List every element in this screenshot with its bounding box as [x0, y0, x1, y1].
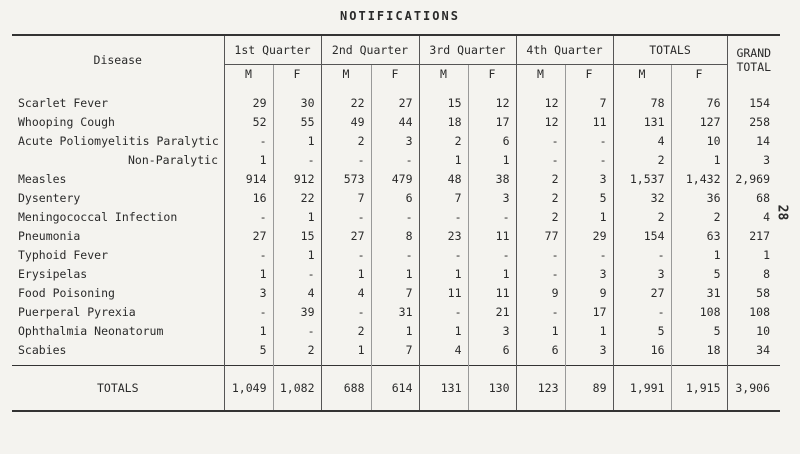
- disease-name: Dysentery: [18, 190, 81, 205]
- cell: 23: [419, 226, 468, 245]
- cell: 29: [224, 83, 273, 112]
- table-row: [12, 150, 780, 169]
- f-header: F: [671, 65, 727, 84]
- quarter-3-header: 3rd Quarter: [419, 35, 516, 65]
- cell: 1: [565, 321, 613, 340]
- cell: 10: [727, 321, 780, 340]
- cell: -: [468, 207, 516, 226]
- cell: 16: [613, 340, 671, 366]
- cell: 1: [727, 245, 780, 264]
- table-row: [12, 131, 780, 150]
- cell: 27: [371, 83, 419, 112]
- cell: 17: [565, 302, 613, 321]
- cell: 5: [565, 188, 613, 207]
- f-header: F: [468, 65, 516, 84]
- cell: -: [371, 150, 419, 169]
- cell: 15: [419, 83, 468, 112]
- cell: 4: [273, 283, 321, 302]
- f-header: F: [273, 65, 321, 84]
- page-number: 28: [774, 204, 790, 221]
- disease-name: Ophthalmia Neonatorum: [18, 323, 164, 338]
- cell: 3: [565, 169, 613, 188]
- totals-header: TOTALS: [613, 35, 727, 65]
- cell: 11: [468, 226, 516, 245]
- cell: 17: [468, 112, 516, 131]
- cell: 1,915: [671, 366, 727, 412]
- cell: 1: [224, 264, 273, 283]
- cell: 2: [516, 169, 565, 188]
- cell: 4: [613, 131, 671, 150]
- m-header: M: [419, 65, 468, 84]
- cell: -: [516, 264, 565, 283]
- cell: 36: [671, 188, 727, 207]
- cell: 2: [671, 207, 727, 226]
- cell: 27: [321, 226, 371, 245]
- cell: 1,049: [224, 366, 273, 412]
- cell: 1: [273, 131, 321, 150]
- cell: -: [565, 131, 613, 150]
- cell: 11: [565, 112, 613, 131]
- cell: 3: [565, 340, 613, 366]
- cell: -: [224, 207, 273, 226]
- cell: 1,432: [671, 169, 727, 188]
- cell: 11: [419, 283, 468, 302]
- cell: 614: [371, 366, 419, 412]
- cell: -: [273, 321, 321, 340]
- cell: 55: [273, 112, 321, 131]
- cell: 30: [273, 83, 321, 112]
- cell: 1: [419, 321, 468, 340]
- cell: 479: [371, 169, 419, 188]
- quarter-4-header: 4th Quarter: [516, 35, 613, 65]
- table-row: [12, 245, 780, 264]
- cell: 912: [273, 169, 321, 188]
- cell: 29: [565, 226, 613, 245]
- cell: 1: [273, 207, 321, 226]
- cell: 1,082: [273, 366, 321, 412]
- disease-name: Meningococcal Infection: [18, 209, 178, 224]
- f-header: F: [565, 65, 613, 84]
- cell: 7: [321, 188, 371, 207]
- cell: 914: [224, 169, 273, 188]
- cell: -: [371, 245, 419, 264]
- cell: 16: [224, 188, 273, 207]
- cell: 27: [613, 283, 671, 302]
- cell: -: [565, 150, 613, 169]
- cell: -: [321, 302, 371, 321]
- cell: 6: [468, 131, 516, 150]
- grand-total-header: GRAND TOTAL: [727, 35, 780, 83]
- cell: 4: [727, 207, 780, 226]
- cell: 7: [371, 283, 419, 302]
- cell: -: [273, 150, 321, 169]
- cell: 154: [727, 83, 780, 112]
- disease-header: Disease: [93, 52, 142, 67]
- cell: 76: [671, 83, 727, 112]
- cell: 7: [419, 188, 468, 207]
- cell: 131: [419, 366, 468, 412]
- cell: 1,537: [613, 169, 671, 188]
- cell: 127: [671, 112, 727, 131]
- cell: 34: [727, 340, 780, 366]
- cell: 3: [613, 264, 671, 283]
- cell: 6: [371, 188, 419, 207]
- cell: 3: [224, 283, 273, 302]
- cell: 108: [671, 302, 727, 321]
- disease-name: Scarlet Fever: [18, 95, 109, 110]
- disease-name: Scabies: [18, 342, 67, 357]
- cell: 8: [371, 226, 419, 245]
- cell: -: [371, 207, 419, 226]
- cell: 3: [468, 321, 516, 340]
- cell: 130: [468, 366, 516, 412]
- cell: -: [224, 131, 273, 150]
- cell: 5: [224, 340, 273, 366]
- cell: 63: [671, 226, 727, 245]
- disease-name: Acute Poliomyelitis Paralytic: [18, 133, 219, 148]
- totals-label: TOTALS: [12, 366, 224, 412]
- cell: 217: [727, 226, 780, 245]
- cell: 14: [727, 131, 780, 150]
- cell: 1: [671, 150, 727, 169]
- cell: -: [516, 150, 565, 169]
- cell: 1: [321, 264, 371, 283]
- quarter-2-header: 2nd Quarter: [321, 35, 419, 65]
- cell: 77: [516, 226, 565, 245]
- cell: -: [516, 131, 565, 150]
- notifications-table: [12, 34, 780, 412]
- cell: 11: [468, 283, 516, 302]
- table-row: [12, 169, 780, 188]
- table-row: [12, 283, 780, 302]
- cell: 39: [273, 302, 321, 321]
- cell: 2: [419, 131, 468, 150]
- table-row: [12, 264, 780, 283]
- cell: 9: [516, 283, 565, 302]
- m-header: M: [613, 65, 671, 84]
- cell: -: [419, 245, 468, 264]
- cell: 1: [468, 150, 516, 169]
- cell: 2: [321, 131, 371, 150]
- cell: 154: [613, 226, 671, 245]
- cell: -: [321, 245, 371, 264]
- cell: 48: [419, 169, 468, 188]
- cell: 4: [419, 340, 468, 366]
- cell: -: [468, 245, 516, 264]
- cell: 21: [468, 302, 516, 321]
- cell: -: [565, 245, 613, 264]
- cell: 7: [565, 83, 613, 112]
- cell: 22: [321, 83, 371, 112]
- cell: 3: [468, 188, 516, 207]
- cell: 688: [321, 366, 371, 412]
- cell: -: [516, 302, 565, 321]
- cell: 6: [468, 340, 516, 366]
- cell: 12: [516, 112, 565, 131]
- cell: 5: [613, 321, 671, 340]
- table-row: [12, 83, 780, 112]
- cell: 2: [273, 340, 321, 366]
- cell: 1: [273, 245, 321, 264]
- table-row: [12, 188, 780, 207]
- cell: 58: [727, 283, 780, 302]
- cell: 18: [671, 340, 727, 366]
- table-row: [12, 207, 780, 226]
- cell: 8: [727, 264, 780, 283]
- m-header: M: [321, 65, 371, 84]
- cell: 6: [516, 340, 565, 366]
- cell: 1: [516, 321, 565, 340]
- totals-row: [12, 366, 780, 412]
- cell: -: [321, 150, 371, 169]
- table-row: [12, 226, 780, 245]
- cell: 2: [516, 188, 565, 207]
- cell: -: [613, 245, 671, 264]
- table-row: [12, 340, 780, 366]
- cell: 18: [419, 112, 468, 131]
- cell: 78: [613, 83, 671, 112]
- cell: -: [224, 302, 273, 321]
- cell: 31: [371, 302, 419, 321]
- cell: 3: [727, 150, 780, 169]
- table-body: [12, 83, 780, 366]
- cell: 38: [468, 169, 516, 188]
- cell: 10: [671, 131, 727, 150]
- disease-name: Pneumonia: [18, 228, 81, 243]
- cell: 2,969: [727, 169, 780, 188]
- cell: 1: [565, 207, 613, 226]
- cell: -: [224, 245, 273, 264]
- cell: 7: [371, 340, 419, 366]
- disease-name: Puerperal Pyrexia: [18, 304, 136, 319]
- m-header: M: [516, 65, 565, 84]
- disease-name: Measles: [18, 171, 67, 186]
- cell: 52: [224, 112, 273, 131]
- cell: 22: [273, 188, 321, 207]
- quarter-1-header: 1st Quarter: [224, 35, 321, 65]
- cell: 12: [516, 83, 565, 112]
- cell: 1: [371, 321, 419, 340]
- cell: -: [419, 302, 468, 321]
- cell: 1: [224, 150, 273, 169]
- cell: 1: [224, 321, 273, 340]
- cell: 1: [321, 340, 371, 366]
- cell: -: [613, 302, 671, 321]
- cell: 3: [565, 264, 613, 283]
- table-row: [12, 321, 780, 340]
- cell: 15: [273, 226, 321, 245]
- cell: 573: [321, 169, 371, 188]
- cell: 108: [727, 302, 780, 321]
- cell: 32: [613, 188, 671, 207]
- cell: 2: [516, 207, 565, 226]
- cell: -: [516, 245, 565, 264]
- cell: 1: [419, 150, 468, 169]
- cell: 49: [321, 112, 371, 131]
- cell: 2: [613, 150, 671, 169]
- cell: 68: [727, 188, 780, 207]
- page-title: NOTIFICATIONS: [340, 9, 460, 23]
- cell: 12: [468, 83, 516, 112]
- cell: -: [273, 264, 321, 283]
- disease-name: Whooping Cough: [18, 114, 115, 129]
- disease-name: Typhoid Fever: [18, 247, 109, 262]
- disease-name: Food Poisoning: [18, 285, 115, 300]
- cell: 9: [565, 283, 613, 302]
- cell: 5: [671, 264, 727, 283]
- cell: 89: [565, 366, 613, 412]
- cell: 1: [468, 264, 516, 283]
- cell: 258: [727, 112, 780, 131]
- cell: 1: [371, 264, 419, 283]
- cell: 1: [419, 264, 468, 283]
- cell: 2: [321, 321, 371, 340]
- cell: 5: [671, 321, 727, 340]
- cell: 3: [371, 131, 419, 150]
- f-header: F: [371, 65, 419, 84]
- cell: 1: [671, 245, 727, 264]
- cell: -: [419, 207, 468, 226]
- cell: 31: [671, 283, 727, 302]
- m-header: M: [224, 65, 273, 84]
- cell: 27: [224, 226, 273, 245]
- disease-name: Erysipelas: [18, 266, 88, 281]
- cell: 4: [321, 283, 371, 302]
- cell: 131: [613, 112, 671, 131]
- table-row: [12, 112, 780, 131]
- cell: 1,991: [613, 366, 671, 412]
- cell: 2: [613, 207, 671, 226]
- cell: -: [321, 207, 371, 226]
- cell: 44: [371, 112, 419, 131]
- disease-name: Non-Paralytic: [128, 152, 219, 167]
- cell: 123: [516, 366, 565, 412]
- table-row: [12, 302, 780, 321]
- cell: 3,906: [727, 366, 780, 412]
